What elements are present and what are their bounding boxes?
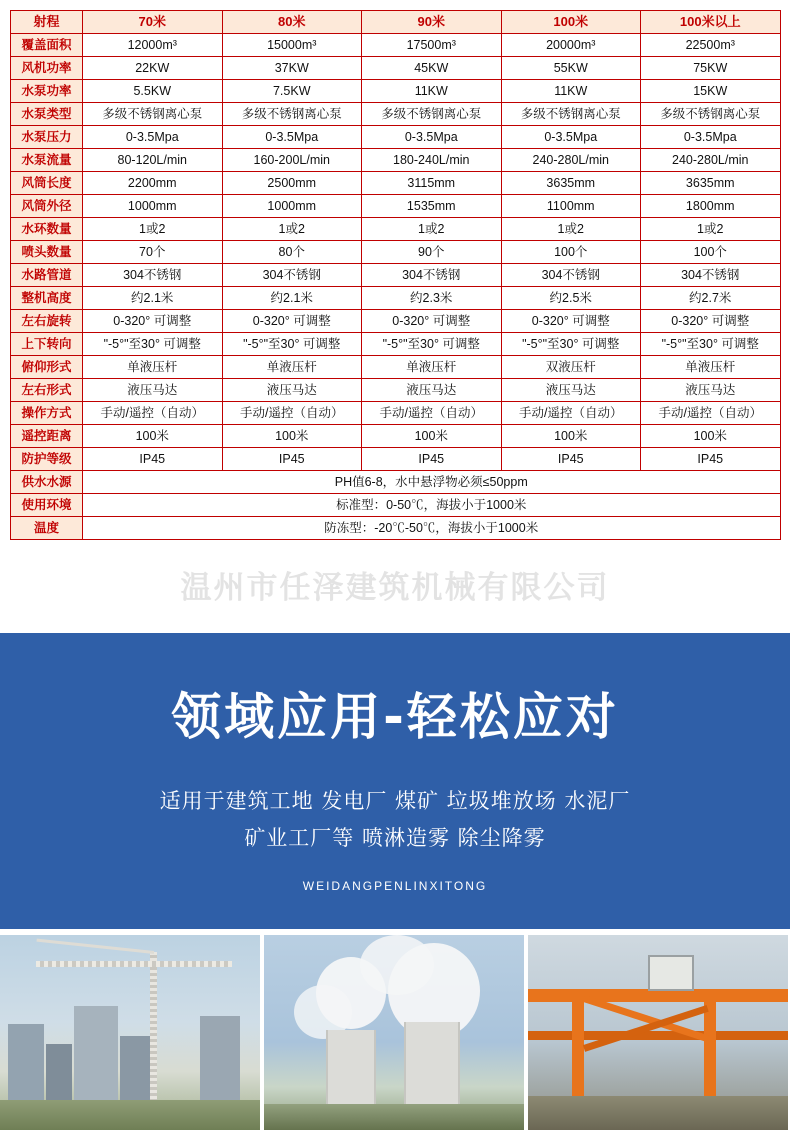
cell: 多级不锈钢离心泵 [83, 103, 223, 126]
cell: 7.5KW [222, 80, 362, 103]
cell: 0-3.5Mpa [222, 126, 362, 149]
cell: 单液压杆 [83, 356, 223, 379]
photo-strip [0, 929, 790, 1130]
header-corner-label: 射程 [11, 11, 83, 34]
cell: 多级不锈钢离心泵 [362, 103, 502, 126]
cell-merged: 防冻型：-20℃-50℃，海拔小于1000米 [83, 517, 781, 540]
table-row-merged [11, 471, 781, 494]
cell: 多级不锈钢离心泵 [641, 103, 781, 126]
cell: 100米 [501, 425, 641, 448]
row-label: 左右旋转 [11, 310, 83, 333]
table-row [11, 241, 781, 264]
table-row [11, 80, 781, 103]
table-row [11, 126, 781, 149]
cell: 160-200L/min [222, 149, 362, 172]
cell: 多级不锈钢离心泵 [222, 103, 362, 126]
table-row [11, 195, 781, 218]
cell: 0-320° 可调整 [641, 310, 781, 333]
cell: 约2.3米 [362, 287, 502, 310]
cell: 0-3.5Mpa [83, 126, 223, 149]
table-row-merged [11, 494, 781, 517]
photo-power-plant-cooling-towers [264, 935, 524, 1130]
column-header-3: 100米 [501, 11, 641, 34]
cell: 37KW [222, 57, 362, 80]
cell: 多级不锈钢离心泵 [501, 103, 641, 126]
cell: 304不锈钢 [83, 264, 223, 287]
cell: 45KW [362, 57, 502, 80]
cell: 240-280L/min [501, 149, 641, 172]
table-header-row [11, 11, 781, 34]
cell: 0-320° 可调整 [362, 310, 502, 333]
cell-merged: PH值6-8，水中悬浮物必须≤50ppm [83, 471, 781, 494]
cell: 约2.7米 [641, 287, 781, 310]
cell: 手动/遥控（自动） [362, 402, 502, 425]
cell: 液压马达 [222, 379, 362, 402]
cell: 1或2 [83, 218, 223, 241]
row-label: 使用环境 [11, 494, 83, 517]
row-label: 防护等级 [11, 448, 83, 471]
cell: 12000m³ [83, 34, 223, 57]
cell: 180-240L/min [362, 149, 502, 172]
cell: 约2.1米 [83, 287, 223, 310]
cell: 80个 [222, 241, 362, 264]
cell: 1535mm [362, 195, 502, 218]
cell: 304不锈钢 [501, 264, 641, 287]
cell: 1000mm [222, 195, 362, 218]
cell: 1100mm [501, 195, 641, 218]
row-label: 温度 [11, 517, 83, 540]
table-row [11, 103, 781, 126]
cell: 液压马达 [641, 379, 781, 402]
table-row-merged [11, 517, 781, 540]
cell: 15000m³ [222, 34, 362, 57]
cell: 2500mm [222, 172, 362, 195]
cell: 2200mm [83, 172, 223, 195]
row-label: 水路管道 [11, 264, 83, 287]
table-row [11, 356, 781, 379]
cell: 0-320° 可调整 [83, 310, 223, 333]
cell: 15KW [641, 80, 781, 103]
row-label: 风机功率 [11, 57, 83, 80]
cell: 22KW [83, 57, 223, 80]
cell: 70个 [83, 241, 223, 264]
cell: 100米 [222, 425, 362, 448]
cell: 1000mm [83, 195, 223, 218]
row-label: 覆盖面积 [11, 34, 83, 57]
cell: "-5°"至30° 可调整 [222, 333, 362, 356]
cell: 100米 [641, 425, 781, 448]
cell: 液压马达 [362, 379, 502, 402]
cell: 单液压杆 [222, 356, 362, 379]
column-header-1: 80米 [222, 11, 362, 34]
cell: 3635mm [501, 172, 641, 195]
cell: 100米 [83, 425, 223, 448]
cell: 0-3.5Mpa [641, 126, 781, 149]
table-row [11, 172, 781, 195]
table-row [11, 34, 781, 57]
cell: 0-3.5Mpa [362, 126, 502, 149]
cell: 1或2 [641, 218, 781, 241]
row-label: 左右形式 [11, 379, 83, 402]
table-row [11, 57, 781, 80]
photo-mining-gantry-machine [528, 935, 788, 1130]
row-label: 遥控距离 [11, 425, 83, 448]
cell: 0-320° 可调整 [501, 310, 641, 333]
photo-construction-site-crane [0, 935, 260, 1130]
cell: 20000m³ [501, 34, 641, 57]
cell: 304不锈钢 [222, 264, 362, 287]
table-row [11, 402, 781, 425]
cell: "-5°"至30° 可调整 [641, 333, 781, 356]
row-label: 水泵类型 [11, 103, 83, 126]
cell: 1或2 [362, 218, 502, 241]
cell: "-5°"至30° 可调整 [83, 333, 223, 356]
cell: 240-280L/min [641, 149, 781, 172]
row-label: 俯仰形式 [11, 356, 83, 379]
row-label: 水环数量 [11, 218, 83, 241]
row-label: 水泵压力 [11, 126, 83, 149]
row-label: 水泵流量 [11, 149, 83, 172]
cell: IP45 [222, 448, 362, 471]
cell: "-5°"至30° 可调整 [362, 333, 502, 356]
cell: 75KW [641, 57, 781, 80]
row-label: 供水水源 [11, 471, 83, 494]
cell: 3115mm [362, 172, 502, 195]
cell: 双液压杆 [501, 356, 641, 379]
row-label: 喷头数量 [11, 241, 83, 264]
row-label: 水泵功率 [11, 80, 83, 103]
cell: 单液压杆 [362, 356, 502, 379]
cell: 约2.5米 [501, 287, 641, 310]
cell: 100个 [641, 241, 781, 264]
banner-title: 领域应用-轻松应对 [171, 688, 619, 746]
column-header-2: 90米 [362, 11, 502, 34]
row-label: 上下转向 [11, 333, 83, 356]
cell: 90个 [362, 241, 502, 264]
cell: 11KW [362, 80, 502, 103]
cell-merged: 标准型：0-50℃，海拔小于1000米 [83, 494, 781, 517]
cell: 液压马达 [501, 379, 641, 402]
cell: IP45 [362, 448, 502, 471]
table-row [11, 425, 781, 448]
row-label: 风筒长度 [11, 172, 83, 195]
row-label: 风筒外径 [11, 195, 83, 218]
cell: 手动/遥控（自动） [501, 402, 641, 425]
table-row [11, 310, 781, 333]
cell: 11KW [501, 80, 641, 103]
row-label: 操作方式 [11, 402, 83, 425]
company-watermark: 温州市任泽建筑机械有限公司 [180, 570, 610, 606]
cell: IP45 [501, 448, 641, 471]
cell: 0-3.5Mpa [501, 126, 641, 149]
cell: 液压马达 [83, 379, 223, 402]
cell: 1或2 [222, 218, 362, 241]
cell: 17500m³ [362, 34, 502, 57]
cell: 3635mm [641, 172, 781, 195]
cell: 手动/遥控（自动） [222, 402, 362, 425]
banner-subtitle: WEIDANGPENLINXITONG [302, 878, 488, 893]
cell: 5.5KW [83, 80, 223, 103]
cell: 55KW [501, 57, 641, 80]
table-row [11, 287, 781, 310]
cell: 手动/遥控（自动） [83, 402, 223, 425]
specification-table [10, 10, 781, 540]
cell: IP45 [83, 448, 223, 471]
table-row [11, 149, 781, 172]
cell: 100米 [362, 425, 502, 448]
cell: 1800mm [641, 195, 781, 218]
table-body [11, 34, 781, 540]
cell: 手动/遥控（自动） [641, 402, 781, 425]
row-label: 整机高度 [11, 287, 83, 310]
table-row [11, 264, 781, 287]
table-row [11, 379, 781, 402]
column-header-4: 100米以上 [641, 11, 781, 34]
cell: 约2.1米 [222, 287, 362, 310]
column-header-0: 70米 [83, 11, 223, 34]
cell: 单液压杆 [641, 356, 781, 379]
spec-table-section [0, 0, 790, 540]
banner-line-2: 矿业工厂等 喷淋造雾 除尘降雾 [244, 825, 546, 850]
cell: 100个 [501, 241, 641, 264]
banner-line-1: 适用于建筑工地 发电厂 煤矿 垃圾堆放场 水泥厂 [159, 789, 631, 813]
table-row [11, 333, 781, 356]
cell: "-5°"至30° 可调整 [501, 333, 641, 356]
cell: IP45 [641, 448, 781, 471]
cell: 1或2 [501, 218, 641, 241]
table-row [11, 448, 781, 471]
cell: 0-320° 可调整 [222, 310, 362, 333]
application-banner [0, 633, 790, 929]
cell: 304不锈钢 [362, 264, 502, 287]
table-row [11, 218, 781, 241]
cell: 304不锈钢 [641, 264, 781, 287]
cell: 80-120L/min [83, 149, 223, 172]
cell: 22500m³ [641, 34, 781, 57]
